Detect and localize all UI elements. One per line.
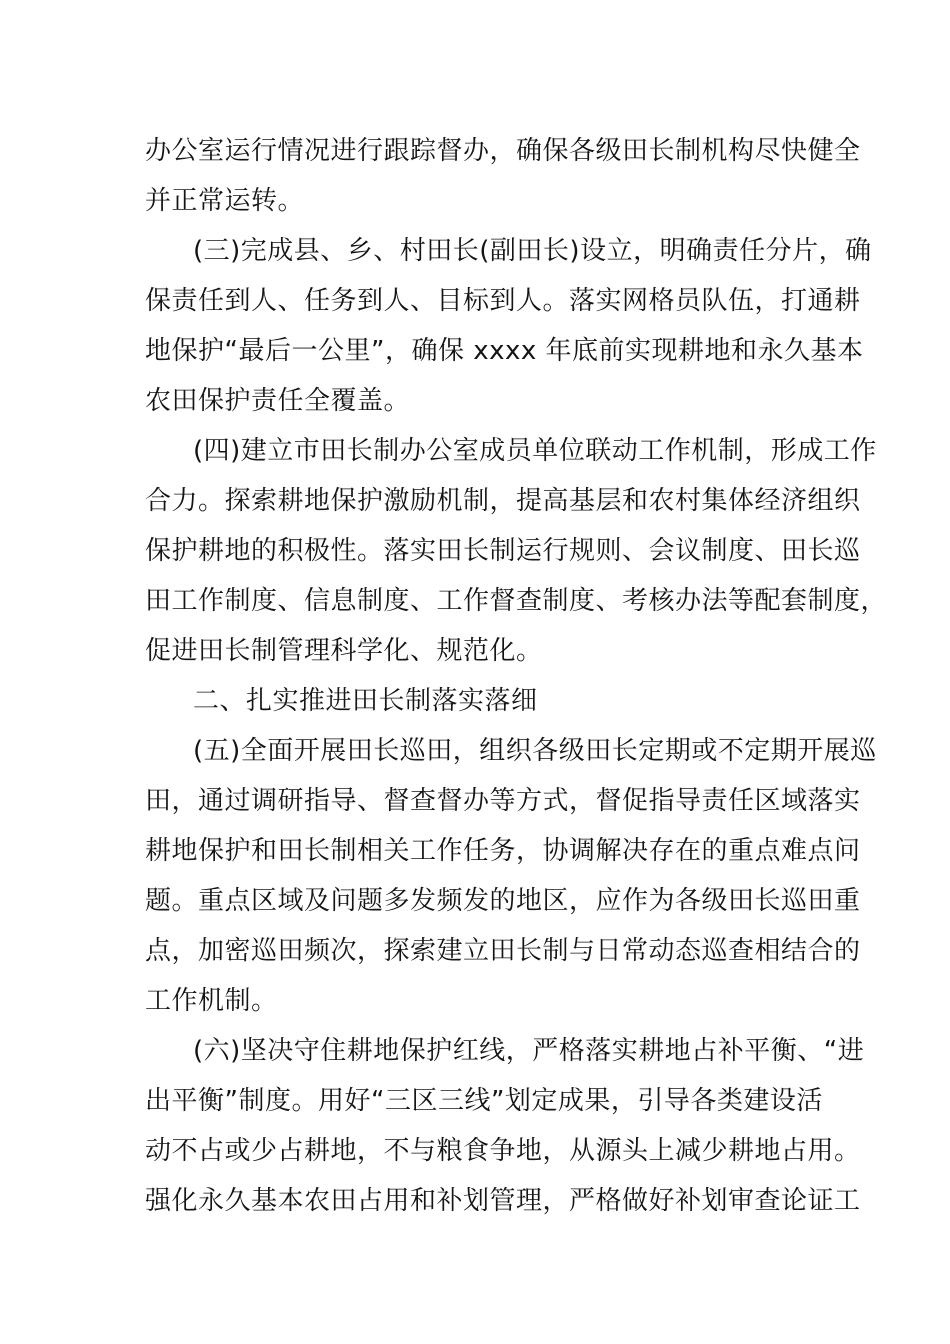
text-line: 田，通过调研指导、督查督办等方式，督促指导责任区域落实 xyxy=(145,786,861,816)
text-line: 田工作制度、信息制度、工作督查制度、考核办法等配套制度， xyxy=(145,586,888,616)
paragraph-start-line: (四)建立市田长制办公室成员单位联动工作机制，形成工作 xyxy=(193,436,877,466)
text-line: 地保护“最后一公里”，确保 xxxx 年底前实现耕地和永久基本 xyxy=(145,336,864,366)
text-line: 并正常运转。 xyxy=(145,186,305,216)
text-line: 保护耕地的积极性。落实田长制运行规则、会议制度、田长巡 xyxy=(145,536,861,566)
text-line: 农田保护责任全覆盖。 xyxy=(145,386,411,416)
text-line: 保责任到人、任务到人、目标到人。落实网格员队伍，打通耕 xyxy=(145,286,861,316)
paragraph-start-line: (五)全面开展田长巡田，组织各级田长定期或不定期开展巡 xyxy=(193,736,877,766)
paragraph-start-line: (三)完成县、乡、村田长(副田长)设立，明确责任分片，确 xyxy=(193,236,872,266)
text-line: 点，加密巡田频次，探索建立田长制与日常动态巡查相结合的 xyxy=(145,936,861,966)
text-line: 耕地保护和田长制相关工作任务，协调解决存在的重点难点问 xyxy=(145,836,861,866)
text-line: 合力。探索耕地保护激励机制，提高基层和农村集体经济组织 xyxy=(145,486,861,516)
text-line: 出平衡”制度。用好“三区三线”划定成果，引导各类建设活 xyxy=(145,1086,823,1116)
document-body xyxy=(145,126,888,1226)
section-heading: 二、扎实推进田长制落实落细 xyxy=(193,686,538,716)
paragraph-start-line: (六)坚决守住耕地保护红线，严格落实耕地占补平衡、“进 xyxy=(193,1036,865,1066)
text-line: 强化永久基本农田占用和补划管理，严格做好补划审查论证工 xyxy=(145,1186,861,1216)
text-line: 办公室运行情况进行跟踪督办，确保各级田长制机构尽快健全 xyxy=(145,136,861,166)
text-line: 动不占或少占耕地，不与粮食争地，从源头上减少耕地占用。 xyxy=(145,1136,861,1166)
text-line: 促进田长制管理科学化、规范化。 xyxy=(145,636,543,666)
text-line: 工作机制。 xyxy=(145,986,278,1016)
text-line: 题。重点区域及问题多发频发的地区，应作为各级田长巡田重 xyxy=(145,886,861,916)
